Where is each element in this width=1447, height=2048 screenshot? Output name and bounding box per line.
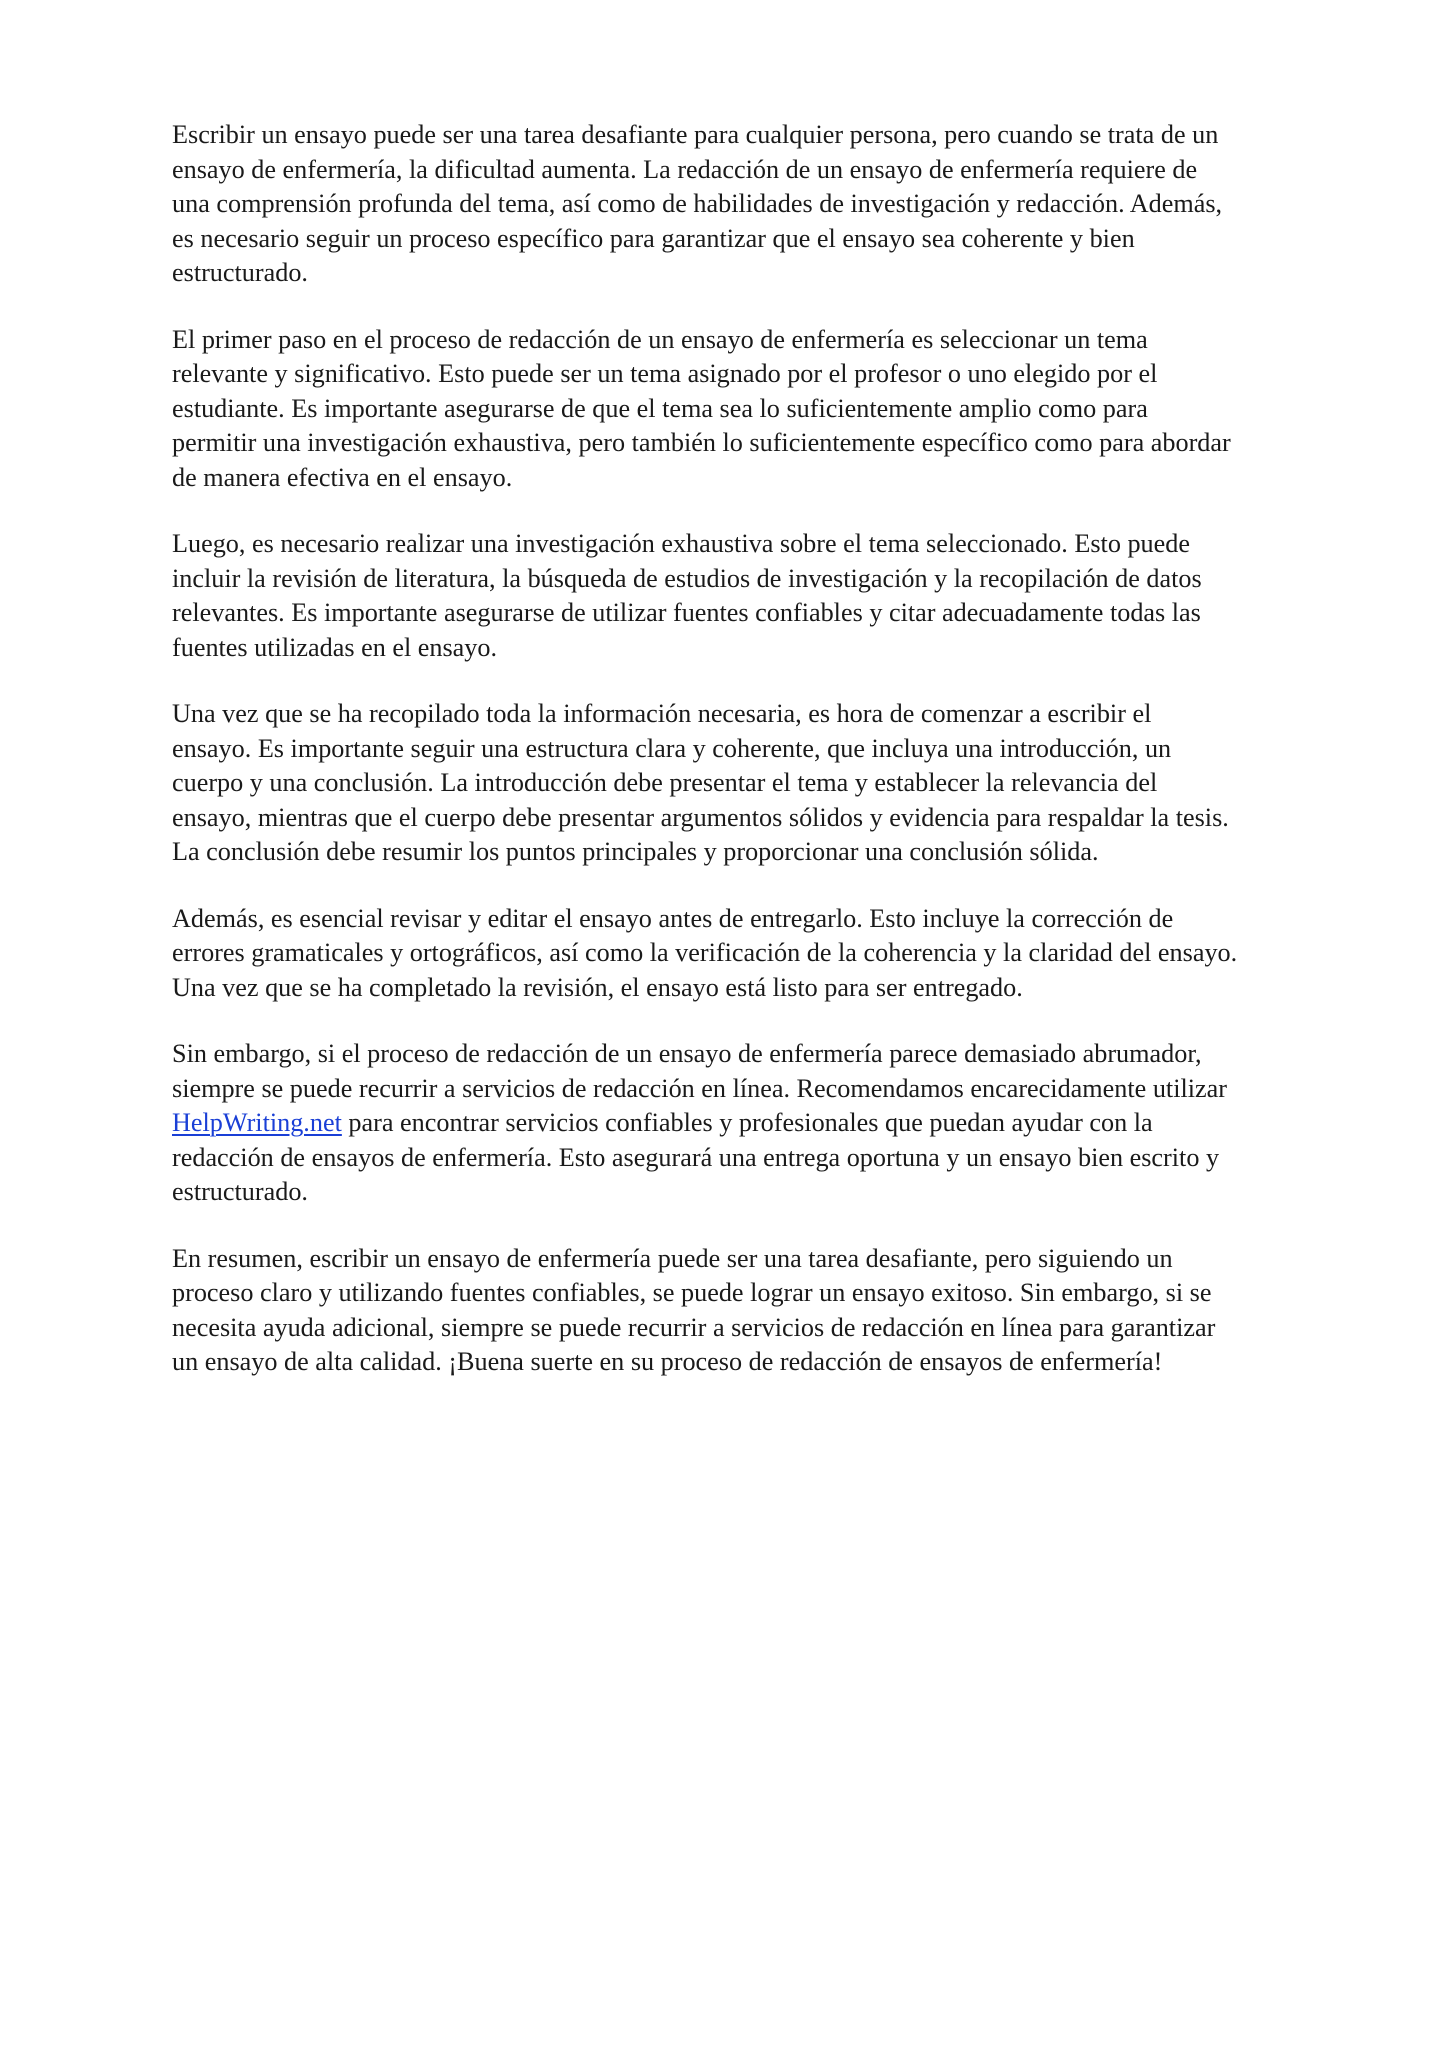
text-line: redacción de ensayos de enfermería. Esto asegurará una entrega oportuna y un ensayo bien escrito y [172, 1142, 1220, 1172]
text-line: ensayo, mientras que el cuerpo debe presentar argumentos sólidos y evidencia para respaldar la tesis. [172, 802, 1229, 832]
text-line: necesita ayuda adicional, siempre se puede recurrir a servicios de redacción en línea para garantizar [172, 1312, 1216, 1342]
paragraph-research [172, 527, 1372, 665]
text-line: Además, es esencial revisar y editar el ensayo antes de entregarlo. Esto incluye la corrección de [172, 903, 1174, 933]
paragraph-writing-services [172, 1037, 1372, 1210]
document-body [172, 118, 1372, 1412]
text-line: ensayo de enfermería, la dificultad aumenta. La redacción de un ensayo de enfermería requiere de [172, 154, 1198, 184]
paragraph-structure [172, 697, 1372, 870]
text-line: errores gramaticales y ortográficos, así como la verificación de la coherencia y la claridad del ensayo. [172, 938, 1238, 967]
paragraph-revision [172, 902, 1372, 1006]
text-line: cuerpo y una conclusión. La introducción debe presentar el tema y establecer la relevancia del [172, 768, 1158, 797]
text-line: El primer paso en el proceso de redacción de un ensayo de enfermería es seleccionar un tema [172, 324, 1148, 354]
text-line: La conclusión debe resumir los puntos principales y proporcionar una conclusión sólida. [172, 837, 1099, 866]
paragraph-topic-selection [172, 323, 1372, 496]
paragraph-summary [172, 1242, 1372, 1380]
text-line: de manera efectiva en el ensayo. [172, 462, 513, 492]
text-line: permitir una investigación exhaustiva, pero también lo suficientemente específico como para abordar [172, 428, 1231, 457]
text-line: incluir la revisión de literatura, la búsqueda de estudios de investigación y la recopilación de datos [172, 563, 1202, 593]
text-line: Sin embargo, si el proceso de redacción de un ensayo de enfermería parece demasiado abrumador, [172, 1039, 1202, 1068]
text-line: relevantes. Es importante asegurarse de utilizar fuentes confiables y citar adecuadamente todas las [172, 598, 1201, 627]
paragraph-intro [172, 118, 1372, 291]
text-line: una comprensión profunda del tema, así como de habilidades de investigación y redacción. Además, [172, 189, 1223, 218]
text-after-link: para encontrar servicios confiables y profesionales que puedan ayudar con la [341, 1108, 1153, 1137]
text-line: un ensayo de alta calidad. ¡Buena suerte en su proceso de redacción de ensayos de enfermería! [172, 1347, 1163, 1376]
text-line: estructurado. [172, 1177, 308, 1206]
text-line: En resumen, escribir un ensayo de enfermería puede ser una tarea desafiante, pero siguiendo un [172, 1243, 1173, 1273]
text-line: Escribir un ensayo puede ser una tarea desafiante para cualquier persona, pero cuando se trata de un [172, 120, 1219, 149]
text-line: siempre se puede recurrir a servicios de redacción en línea. Recomendamos encarecidamente utilizar [172, 1073, 1227, 1103]
text-line: ensayo. Es importante seguir una estructura clara y coherente, que incluya una introducción, un [172, 733, 1172, 763]
text-line: fuentes utilizadas en el ensayo. [172, 632, 498, 662]
text-line-with-link [172, 1106, 1372, 1141]
text-line: estructurado. [172, 258, 308, 287]
text-line: es necesario seguir un proceso específico para garantizar que el ensayo sea coherente y bien [172, 223, 1135, 253]
text-line: proceso claro y utilizando fuentes confiables, se puede lograr un ensayo exitoso. Sin embargo, si se [172, 1278, 1212, 1307]
text-line: Una vez que se ha completado la revisión, el ensayo está listo para ser entregado. [172, 972, 1023, 1002]
text-line: Luego, es necesario realizar una investigación exhaustiva sobre el tema seleccionado. Esto puede [172, 529, 1190, 558]
text-line: Una vez que se ha recopilado toda la información necesaria, es hora de comenzar a escribir el [172, 699, 1152, 728]
text-line: estudiante. Es importante asegurarse de que el tema sea lo suficientemente amplio como para [172, 393, 1148, 423]
text-line: relevante y significativo. Esto puede ser un tema asignado por el profesor o uno elegido por el [172, 359, 1158, 388]
helpwriting-link[interactable]: HelpWriting.net [172, 1108, 342, 1137]
